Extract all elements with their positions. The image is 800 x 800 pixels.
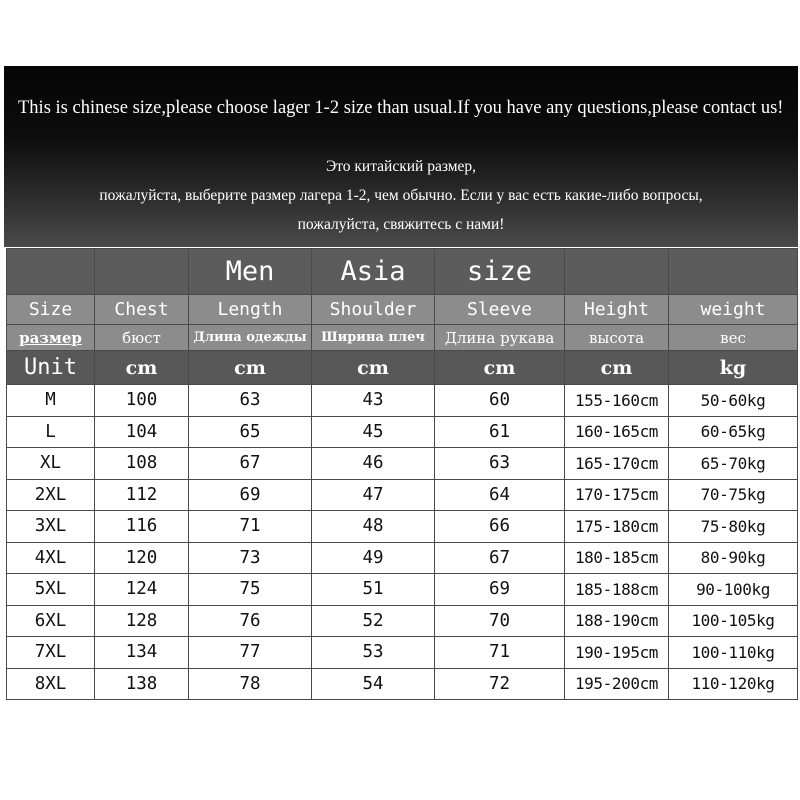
column-header: Shoulder <box>312 295 435 325</box>
table-cell: 75 <box>189 574 312 606</box>
column-header: Chest <box>95 295 189 325</box>
table-cell: 48 <box>312 511 435 543</box>
table-cell: 67 <box>189 448 312 480</box>
table-cell: 60-65kg <box>669 416 798 448</box>
table-row <box>7 574 798 606</box>
table-cell: 64 <box>435 479 565 511</box>
table-cell: 160-165cm <box>565 416 669 448</box>
table-cell: 112 <box>95 479 189 511</box>
table-cell: 47 <box>312 479 435 511</box>
column-header: Size <box>7 295 95 325</box>
unit-cell: Unit <box>7 351 95 385</box>
unit-cell: kg <box>669 351 798 385</box>
title-cell <box>565 249 669 295</box>
table-cell: 4XL <box>7 542 95 574</box>
table-cell: 65 <box>189 416 312 448</box>
column-header-ru: бюст <box>95 325 189 351</box>
table-row <box>7 479 798 511</box>
table-row <box>7 385 798 417</box>
notice-russian-line-2: пожалуйста, выберите размер лагера 1-2, чем обычно. Если у вас есть какие-либо вопросы, <box>99 187 703 204</box>
unit-cell: cm <box>435 351 565 385</box>
table-cell: 51 <box>312 574 435 606</box>
title-cell: Asia <box>312 249 435 295</box>
table-cell: 8XL <box>7 668 95 700</box>
unit-row <box>7 351 798 385</box>
table-cell: 45 <box>312 416 435 448</box>
table-cell: 77 <box>189 637 312 669</box>
header-row-russian <box>7 325 798 351</box>
notice-russian-line-1: Это китайский размер, <box>325 158 477 175</box>
table-cell: 124 <box>95 574 189 606</box>
column-header-ru: высота <box>565 325 669 351</box>
column-header: Sleeve <box>435 295 565 325</box>
table-cell: 80-90kg <box>669 542 798 574</box>
notice-russian-line-3: пожалуйста, свяжитесь с нами! <box>297 216 505 233</box>
table-row <box>7 511 798 543</box>
title-cell <box>7 249 95 295</box>
table-cell: 76 <box>189 605 312 637</box>
table-cell: 104 <box>95 416 189 448</box>
table-cell: 69 <box>189 479 312 511</box>
table-cell: 6XL <box>7 605 95 637</box>
unit-cell: cm <box>565 351 669 385</box>
table-cell: 65-70kg <box>669 448 798 480</box>
table-cell: 69 <box>435 574 565 606</box>
table-cell: 70 <box>435 605 565 637</box>
column-header: Length <box>189 295 312 325</box>
table-cell: 108 <box>95 448 189 480</box>
column-header: Height <box>565 295 669 325</box>
column-header-ru: вес <box>669 325 798 351</box>
table-cell: 190-195cm <box>565 637 669 669</box>
table-cell: 185-188cm <box>565 574 669 606</box>
table-cell: 155-160cm <box>565 385 669 417</box>
table-cell: L <box>7 416 95 448</box>
table-cell: 120 <box>95 542 189 574</box>
table-cell: 175-180cm <box>565 511 669 543</box>
notice-english: This is chinese size,please choose lager 1-2 size than usual.If you have any questions,please contact us! <box>18 98 784 118</box>
table-cell: 63 <box>435 448 565 480</box>
table-cell: M <box>7 385 95 417</box>
column-header-ru: Ширина плеч <box>312 325 435 351</box>
header-row-english <box>7 295 798 325</box>
table-cell: 53 <box>312 637 435 669</box>
table-cell: 180-185cm <box>565 542 669 574</box>
title-cell: Men <box>189 249 312 295</box>
table-cell: 75-80kg <box>669 511 798 543</box>
table-cell: 5XL <box>7 574 95 606</box>
table-cell: 116 <box>95 511 189 543</box>
table-cell: 134 <box>95 637 189 669</box>
table-cell: 70-75kg <box>669 479 798 511</box>
table-cell: 195-200cm <box>565 668 669 700</box>
table-row <box>7 637 798 669</box>
table-row <box>7 542 798 574</box>
column-header: weight <box>669 295 798 325</box>
table-cell: XL <box>7 448 95 480</box>
title-cell <box>95 249 189 295</box>
table-cell: 7XL <box>7 637 95 669</box>
column-header-ru: Длина одежды <box>189 325 312 351</box>
table-row <box>7 605 798 637</box>
table-cell: 170-175cm <box>565 479 669 511</box>
column-header-ru: размер <box>7 325 95 351</box>
table-row <box>7 448 798 480</box>
table-cell: 73 <box>189 542 312 574</box>
table-cell: 71 <box>189 511 312 543</box>
table-cell: 63 <box>189 385 312 417</box>
table-cell: 72 <box>435 668 565 700</box>
table-row <box>7 668 798 700</box>
unit-cell: cm <box>95 351 189 385</box>
unit-cell: cm <box>312 351 435 385</box>
unit-cell: cm <box>189 351 312 385</box>
column-header-ru: Длина рукава <box>435 325 565 351</box>
table-cell: 46 <box>312 448 435 480</box>
table-cell: 52 <box>312 605 435 637</box>
table-cell: 100-105kg <box>669 605 798 637</box>
table-row <box>7 416 798 448</box>
table-cell: 3XL <box>7 511 95 543</box>
table-cell: 110-120kg <box>669 668 798 700</box>
table-cell: 188-190cm <box>565 605 669 637</box>
table-cell: 66 <box>435 511 565 543</box>
table-cell: 2XL <box>7 479 95 511</box>
table-cell: 43 <box>312 385 435 417</box>
table-cell: 54 <box>312 668 435 700</box>
table-cell: 90-100kg <box>669 574 798 606</box>
table-cell: 49 <box>312 542 435 574</box>
notice-banner <box>4 66 798 247</box>
title-cell <box>669 249 798 295</box>
size-chart-table <box>6 248 798 700</box>
table-cell: 100-110kg <box>669 637 798 669</box>
table-cell: 67 <box>435 542 565 574</box>
table-cell: 60 <box>435 385 565 417</box>
table-cell: 61 <box>435 416 565 448</box>
table-cell: 100 <box>95 385 189 417</box>
table-cell: 128 <box>95 605 189 637</box>
table-cell: 138 <box>95 668 189 700</box>
table-cell: 165-170cm <box>565 448 669 480</box>
table-title-row <box>7 249 798 295</box>
size-rows <box>7 385 798 700</box>
table-cell: 50-60kg <box>669 385 798 417</box>
title-cell: size <box>435 249 565 295</box>
table-cell: 71 <box>435 637 565 669</box>
table-cell: 78 <box>189 668 312 700</box>
